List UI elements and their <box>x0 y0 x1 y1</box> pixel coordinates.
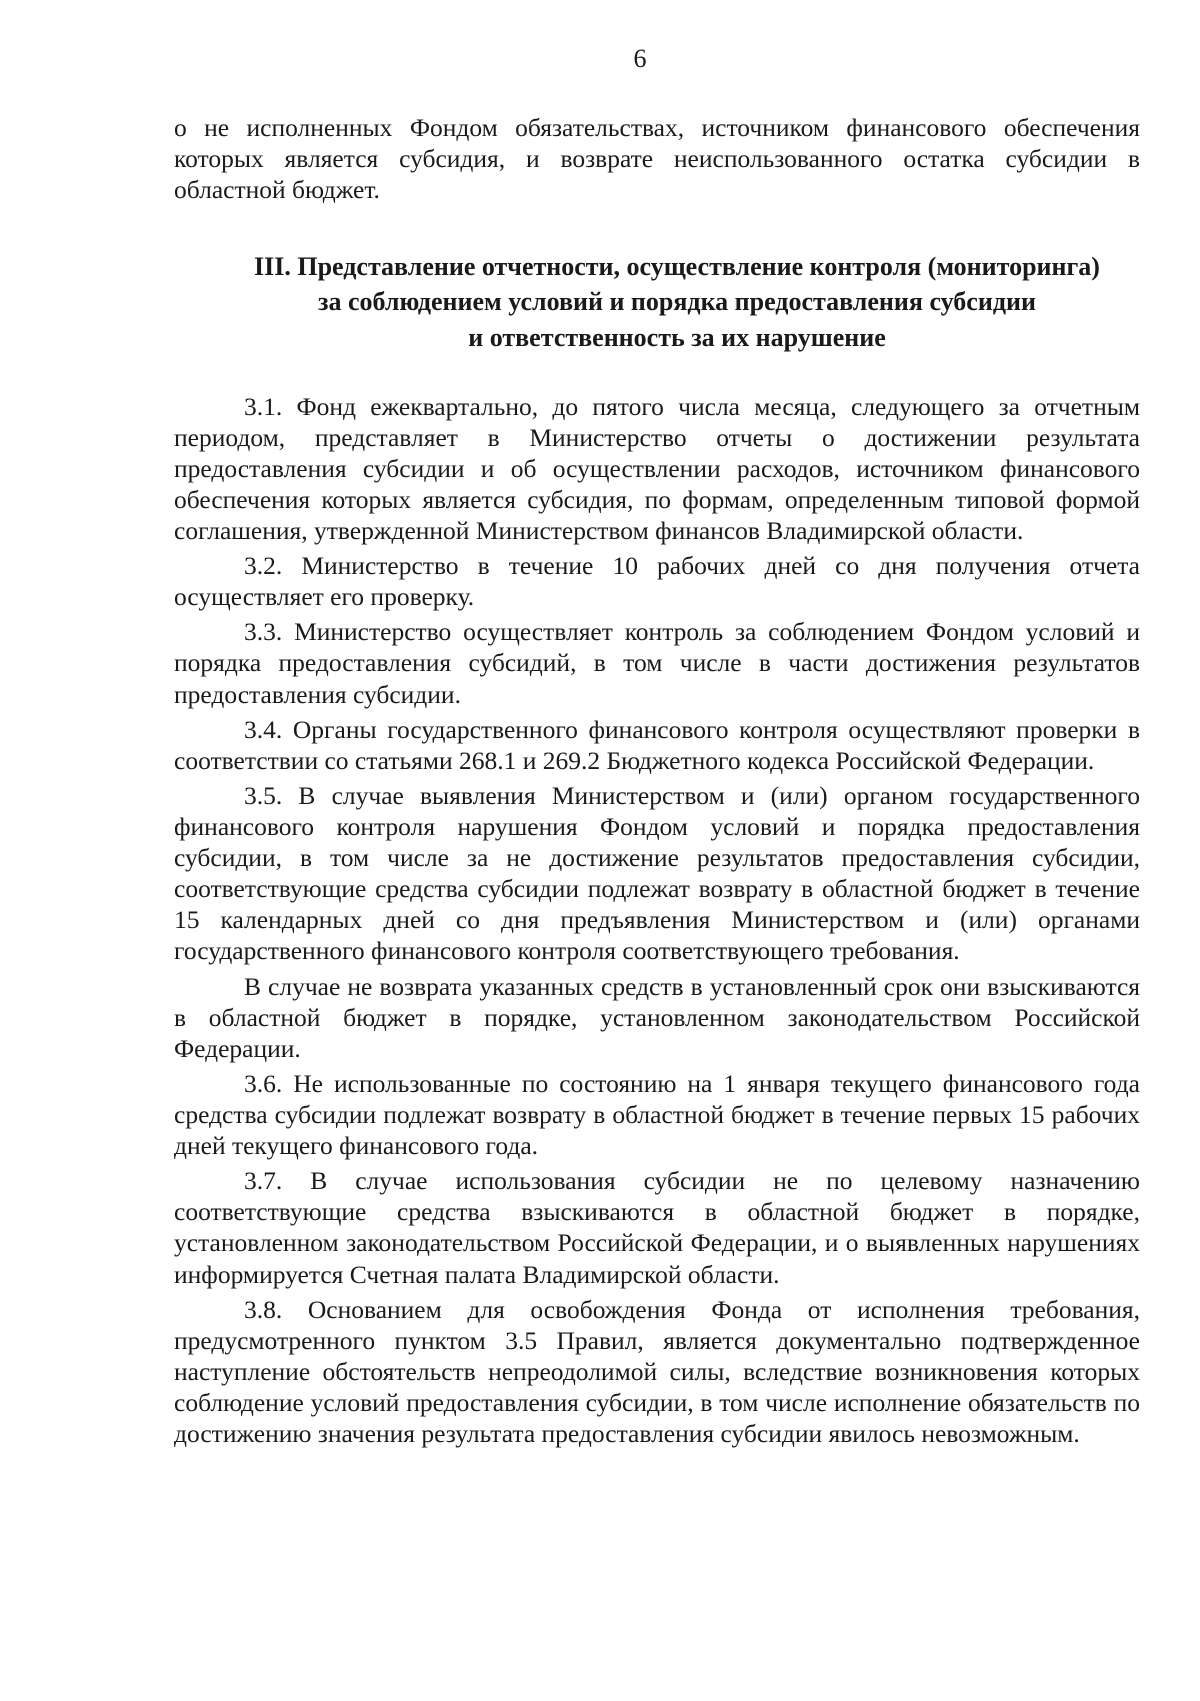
section-title-line-3: и ответственность за их нарушение <box>468 322 886 352</box>
paragraph-3-6: 3.6. Не использованные по состоянию на 1 января текущего финансового года средства субсидии подлежат возврату в областной бюджет в течение первых 15 рабочих дней текущего финансового года. <box>174 1068 1140 1161</box>
paragraph-3-5: 3.5. В случае выявления Министерством и (или) органом государственного финансового контроля нарушения Фондом условий и порядка предоставления субсидии, в том числе за не достижение результатов предоставления субсидии, соответствующие средства субсидии подлежат возврату в областной бюджет в течение 15 календарных дней со дня предъявления Министерством и (или) органами государственного финансового контроля соответствующего требования. <box>174 780 1140 966</box>
paragraph-3-5-continuation: В случае не возврата указанных средств в установленный срок они взыскиваются в областной бюджет в порядке, установленном законодательством Российской Федерации. <box>174 971 1140 1063</box>
paragraph-3-8: 3.8. Основанием для освобождения Фонда от исполнения требования, предусмотренного пунктом 3.5 Правил, является документально подтвержденное наступление обстоятельств непреодолимой силы, вследствие возникновения которых соблюдение условий предоставления субсидии, в том числе исполнение обязательств по достижению значения результата предоставления субсидии явилось невозможным. <box>174 1294 1140 1449</box>
intro-paragraph: о не исполненных Фондом обязательствах, источником финансового обеспечения которых является субсидия, и возврате неиспользованного остатка субсидии в областной бюджет. <box>174 113 1140 205</box>
paragraph-3-3: 3.3. Министерство осуществляет контроль за соблюдением Фондом условий и порядка предоставления субсидий, в том числе в части достижения результатов предоставления субсидии. <box>174 617 1140 709</box>
paragraph-3-2: 3.2. Министерство в течение 10 рабочих дней со дня получения отчета осуществляет его проверку. <box>174 551 1140 612</box>
section-title-line-1: III. Представление отчетности, осуществление контроля (мониторинга) <box>254 252 1100 282</box>
section-title <box>214 249 1140 354</box>
document-body <box>174 112 1140 1453</box>
paragraph-3-7: 3.7. В случае использования субсидии не по целевому назначению соответствующие средства взыскиваются в областной бюджет в порядке, установленном законодательством Российской Федерации, и о выявленных нарушениях информируется Счетная палата Владимирской области. <box>174 1166 1140 1289</box>
page-number: 6 <box>633 44 647 73</box>
section-title-line-2: за соблюдением условий и порядка предоставления субсидии <box>318 287 1036 317</box>
paragraph-3-4: 3.4. Органы государственного финансового контроля осуществляют проверки в соответствии со статьями 268.1 и 269.2 Бюджетного кодекса Российской Федерации. <box>174 714 1140 775</box>
paragraph-3-1: 3.1. Фонд ежеквартально, до пятого числа месяца, следующего за отчетным периодом, представляет в Министерство отчеты о достижении результата предоставления субсидии и об осуществлении расходов, источником финансового обеспечения которых является субсидия, по формам, определенным типовой формой соглашения, утвержденной Министерством финансов Владимирской области. <box>174 391 1140 546</box>
